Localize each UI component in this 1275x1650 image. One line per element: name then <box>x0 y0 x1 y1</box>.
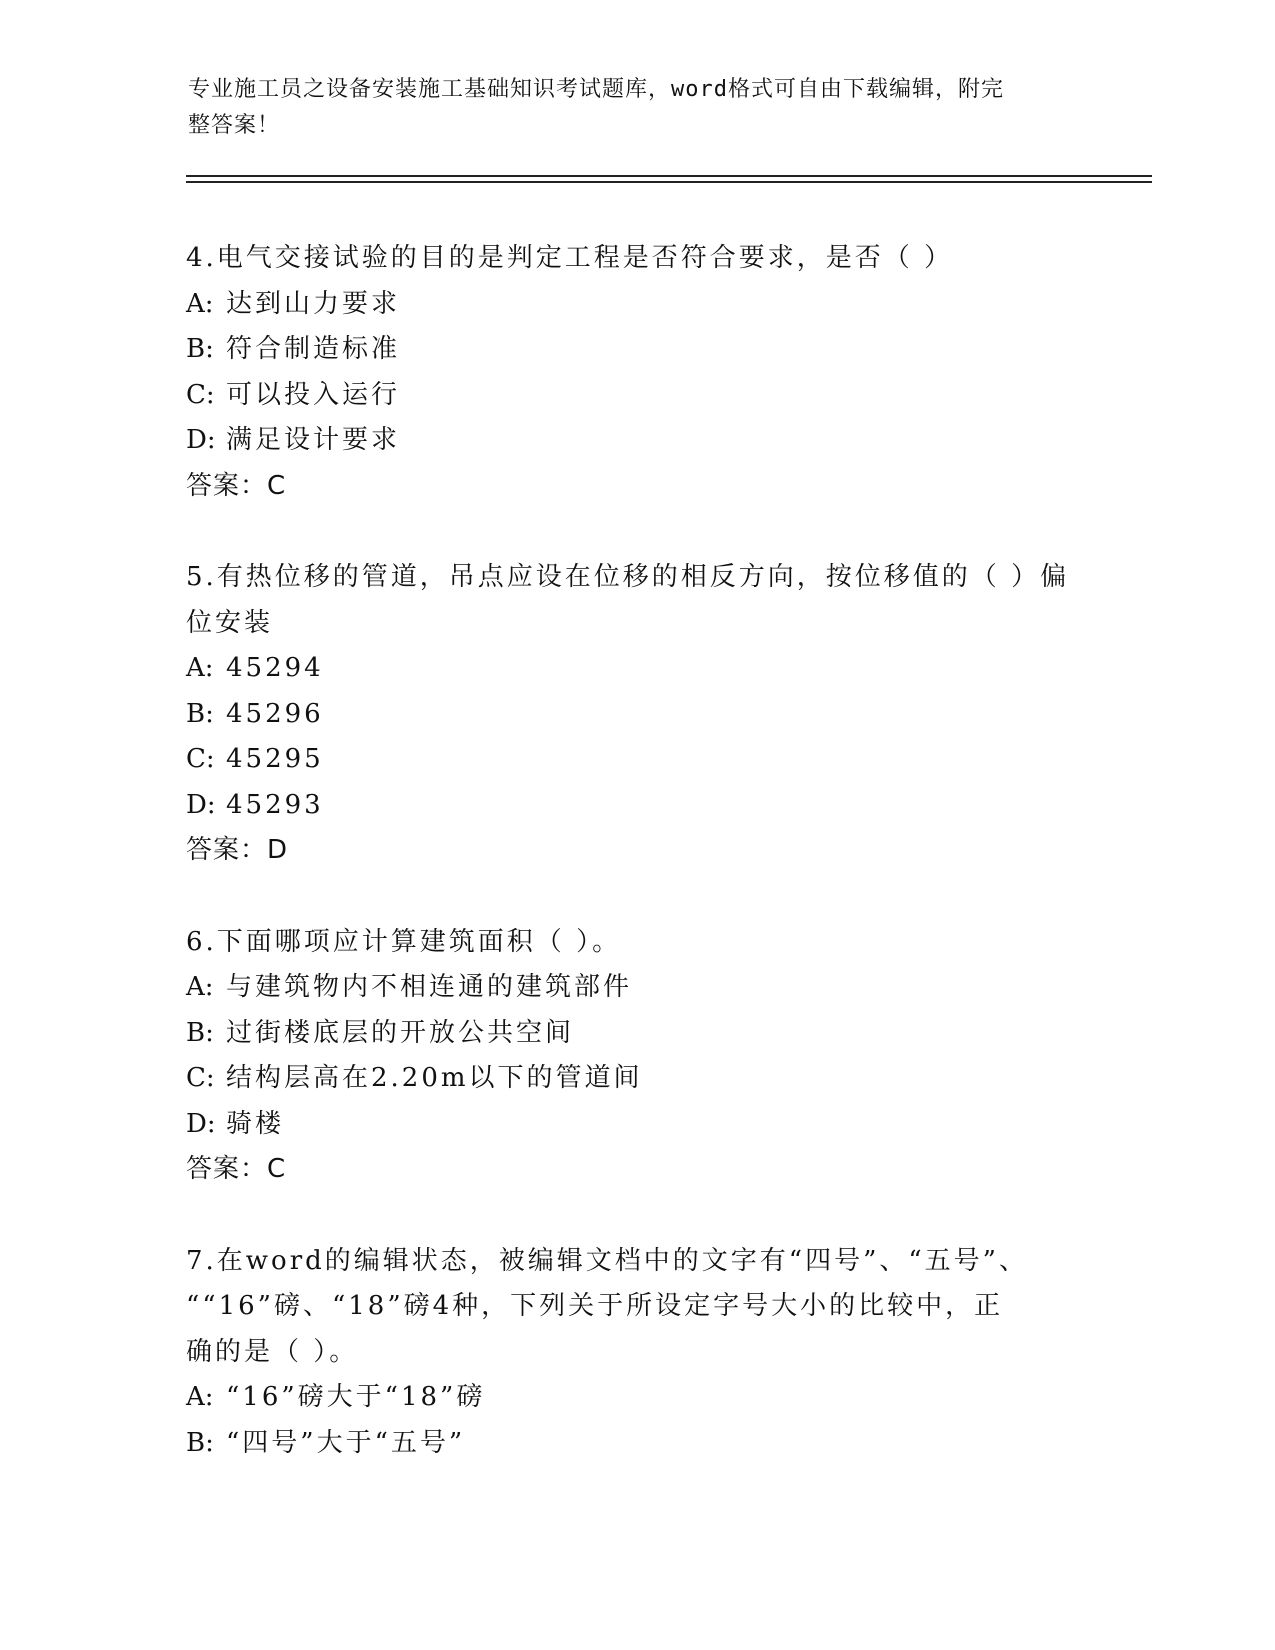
option-key: C: <box>186 1063 215 1093</box>
question-stem-continued: 确的是（ ）。 <box>186 1336 359 1367</box>
option-b <box>186 692 1086 738</box>
option-text: 45296 <box>226 698 324 729</box>
option-b <box>186 1421 1086 1467</box>
option-c <box>186 1056 1086 1102</box>
question-stem: 5.有热位移的管道，吊点应设在位移的相反方向，按位移值的（ ）偏 <box>186 562 1070 592</box>
option-key: D: <box>186 789 216 820</box>
option-text: 骑楼 <box>226 1108 285 1139</box>
option-key: B: <box>186 334 214 364</box>
document-header <box>188 72 1088 144</box>
option-key: B: <box>186 698 214 729</box>
option-text: 45295 <box>226 744 324 774</box>
question-stem: 7.在word的编辑状态，被编辑文档中的文字有“四号”、“五号”、 <box>186 1245 1028 1276</box>
question-list <box>186 236 1086 1512</box>
answer-label: 答案：D <box>186 835 289 865</box>
option-d <box>186 418 1086 464</box>
option-key: C: <box>186 379 215 410</box>
question-6 <box>186 920 1086 1193</box>
header-line-2: 整答案！ <box>188 113 281 138</box>
option-text: 过街楼底层的开放公共空间 <box>226 1017 575 1048</box>
option-key: A: <box>186 972 214 1002</box>
option-text: 达到山力要求 <box>226 288 401 319</box>
option-key: B: <box>186 1427 214 1458</box>
header-divider-bottom <box>186 181 1152 183</box>
option-a <box>186 965 1086 1011</box>
option-text: 可以投入运行 <box>226 379 401 410</box>
option-c <box>186 373 1086 419</box>
option-text: 满足设计要求 <box>226 425 401 455</box>
question-7 <box>186 1239 1086 1467</box>
option-b <box>186 327 1086 373</box>
option-a <box>186 646 1086 692</box>
option-b <box>186 1011 1086 1057</box>
option-d <box>186 783 1086 829</box>
option-c <box>186 737 1086 783</box>
option-text: “16”磅大于“18”磅 <box>226 1382 486 1412</box>
option-key: D: <box>186 1108 216 1139</box>
option-text: “四号”大于“五号” <box>226 1427 466 1458</box>
header-line-1: 专业施工员之设备安装施工基础知识考试题库，word格式可自由下载编辑，附完 <box>188 77 1004 102</box>
option-key: A: <box>186 1382 214 1412</box>
question-4 <box>186 236 1086 509</box>
question-5 <box>186 555 1086 874</box>
question-stem: 6.下面哪项应计算建筑面积（ ）。 <box>186 926 622 957</box>
question-stem-continued: ““16”磅、“18”磅4种，下列关于所设定字号大小的比较中，正 <box>186 1291 1004 1321</box>
answer-label: 答案：C <box>186 1154 287 1184</box>
option-text: 结构层高在2.20m以下的管道间 <box>226 1063 643 1093</box>
option-text: 45294 <box>226 653 324 683</box>
option-key: A: <box>186 653 214 683</box>
answer-label: 答案：C <box>186 470 287 501</box>
option-a <box>186 282 1086 328</box>
option-key: C: <box>186 744 215 774</box>
option-text: 与建筑物内不相连通的建筑部件 <box>226 972 633 1002</box>
option-a <box>186 1375 1086 1421</box>
option-text: 45293 <box>226 789 324 820</box>
option-key: B: <box>186 1017 214 1048</box>
option-text: 符合制造标准 <box>226 334 401 364</box>
option-key: A: <box>186 288 214 319</box>
question-stem: 4.电气交接试验的目的是判定工程是否符合要求，是否（ ） <box>186 243 954 273</box>
question-stem-continued: 位安装 <box>186 607 274 638</box>
option-key: D: <box>186 425 216 455</box>
option-d <box>186 1102 1086 1148</box>
header-divider-top <box>186 175 1152 177</box>
